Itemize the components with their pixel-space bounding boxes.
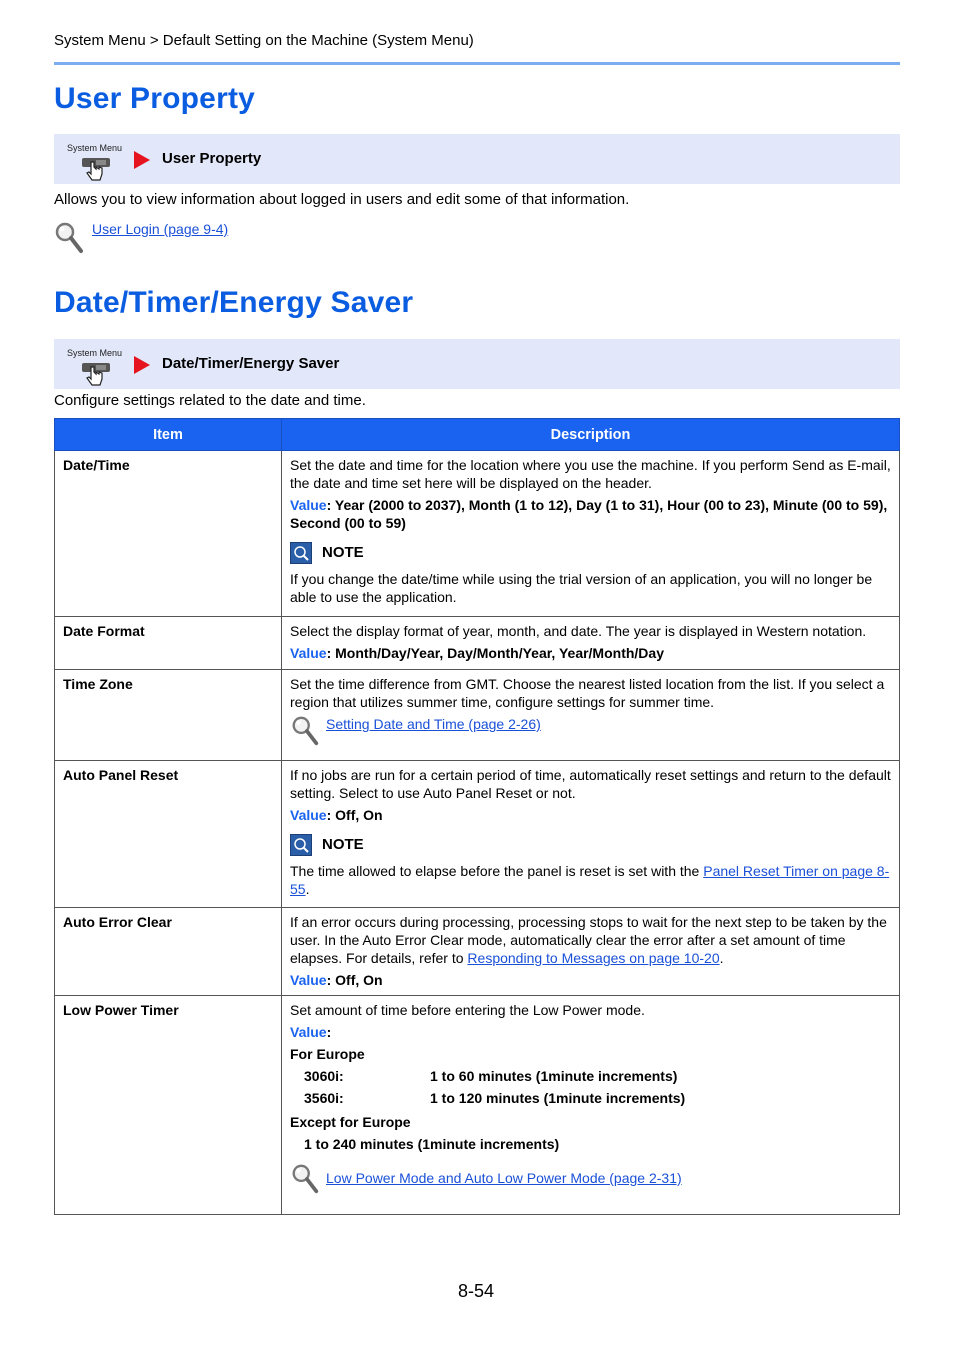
table-row-date-format <box>55 617 900 670</box>
magnifier-icon <box>290 1163 320 1199</box>
except-europe-range: 1 to 240 minutes (1minute increments) <box>304 1136 560 1152</box>
description-text: If no jobs are run for a certain period of time, automatically reset settings and return to the default setting. Select to use Auto Panel Reset or not. <box>290 767 891 801</box>
setting-date-time-link[interactable]: Setting Date and Time (page 2-26) <box>326 716 541 732</box>
table-row-date-time <box>55 451 900 617</box>
page-number: 8-54 <box>458 1281 495 1301</box>
system-menu-hand-icon <box>82 361 112 390</box>
europe-label: For Europe <box>290 1046 365 1062</box>
section-title-date-timer: Date/Timer/Energy Saver <box>54 286 414 319</box>
item-cell: Date/Time <box>55 451 282 617</box>
note-heading: NOTE <box>290 542 891 564</box>
path-arrow-icon <box>134 356 150 374</box>
description-cell <box>282 617 900 670</box>
list-item: 3060i: 1 to 60 minutes (1minute increments) <box>304 1068 678 1084</box>
value-line: Value: Off, On <box>290 972 383 988</box>
table-row-time-zone <box>55 670 900 761</box>
section-title-user-property: User Property <box>54 82 256 115</box>
description-cell <box>282 451 900 617</box>
system-menu-hand-icon <box>82 156 112 185</box>
note-icon <box>290 834 312 856</box>
magnifier-icon <box>54 221 84 258</box>
table-row-auto-panel-reset <box>55 761 900 908</box>
list-item: 3560i: 1 to 120 minutes (1minute increments) <box>304 1090 686 1106</box>
note-text: If you change the date/time while using the trial version of an application, you will no longer be able to use the application. <box>290 571 873 605</box>
header-rule <box>54 62 900 65</box>
menu-path: User Property <box>162 150 262 167</box>
description-text: Set the time difference from GMT. Choose the nearest listed location from the list. If you select a region that utilizes summer time, configure settings for summer time. <box>290 676 885 710</box>
reference-setting-date-time <box>290 715 891 751</box>
table-row-low-power-timer <box>55 996 900 1215</box>
user-property-intro: Allows you to view information about logged in users and edit some of that information. <box>54 191 630 208</box>
user-login-link[interactable]: User Login (page 9-4) <box>92 221 229 237</box>
note-icon <box>290 542 312 564</box>
magnifier-icon <box>290 715 320 751</box>
low-power-mode-link[interactable]: Low Power Mode and Auto Low Power Mode (page 2-31) <box>326 1170 682 1186</box>
panel-reset-timer-link[interactable]: Panel Reset Timer on page 8-55 <box>290 863 890 897</box>
responding-to-messages-link[interactable]: Responding to Messages on page 10-20 <box>467 950 720 966</box>
description-text: Set amount of time before entering the Low Power mode. <box>290 1002 645 1018</box>
note-text: The time allowed to elapse before the panel is reset is set with the Panel Reset Timer on page 8-55. <box>290 863 890 897</box>
item-cell: Auto Panel Reset <box>55 761 282 908</box>
column-header-item: Item <box>55 419 282 451</box>
menu-path-bar <box>54 134 900 184</box>
description-cell <box>282 670 900 761</box>
menu-path-bar-2 <box>54 339 900 389</box>
item-cell: Auto Error Clear <box>55 908 282 996</box>
description-cell <box>282 761 900 908</box>
except-europe-label: Except for Europe <box>290 1114 411 1130</box>
item-cell: Low Power Timer <box>55 996 282 1215</box>
breadcrumb: System Menu > Default Setting on the Machine (System Menu) <box>54 32 474 49</box>
item-cell: Time Zone <box>55 670 282 761</box>
value-line: Value: Month/Day/Year, Day/Month/Year, Year/Month/Day <box>290 645 664 661</box>
note-heading: NOTE <box>290 834 891 856</box>
system-menu-label: System Menu <box>67 143 123 153</box>
description-text: Set the date and time for the location where you use the machine. If you perform Send as E-mail, the date and time set here will be displayed on the header. <box>290 457 891 491</box>
reference-low-power-mode <box>290 1163 891 1199</box>
description-cell <box>282 996 900 1215</box>
path-arrow-icon <box>134 151 150 169</box>
table-row-auto-error-clear <box>55 908 900 996</box>
description-text: If an error occurs during processing, processing stops to wait for the next step to be taken by the user. In the Auto Error Clear mode, automatically clear the error after a set amount of time elapses. For details, refer to Responding to Messages on page 10-20. <box>290 914 887 966</box>
settings-table <box>54 418 900 1215</box>
value-line: Value: <box>290 1024 332 1040</box>
value-line: Value: Year (2000 to 2037), Month (1 to 12), Day (1 to 31), Hour (00 to 23), Minute (00 to 59), Second (00 to 59) <box>290 497 888 531</box>
description-cell <box>282 908 900 996</box>
item-cell: Date Format <box>55 617 282 670</box>
value-line: Value: Off, On <box>290 807 383 823</box>
description-text: Select the display format of year, month, and date. The year is displayed in Western notation. <box>290 623 867 639</box>
menu-path: Date/Timer/Energy Saver <box>162 355 340 372</box>
system-menu-label: System Menu <box>67 348 123 358</box>
date-timer-intro: Configure settings related to the date and time. <box>54 392 366 409</box>
column-header-description: Description <box>282 419 900 451</box>
